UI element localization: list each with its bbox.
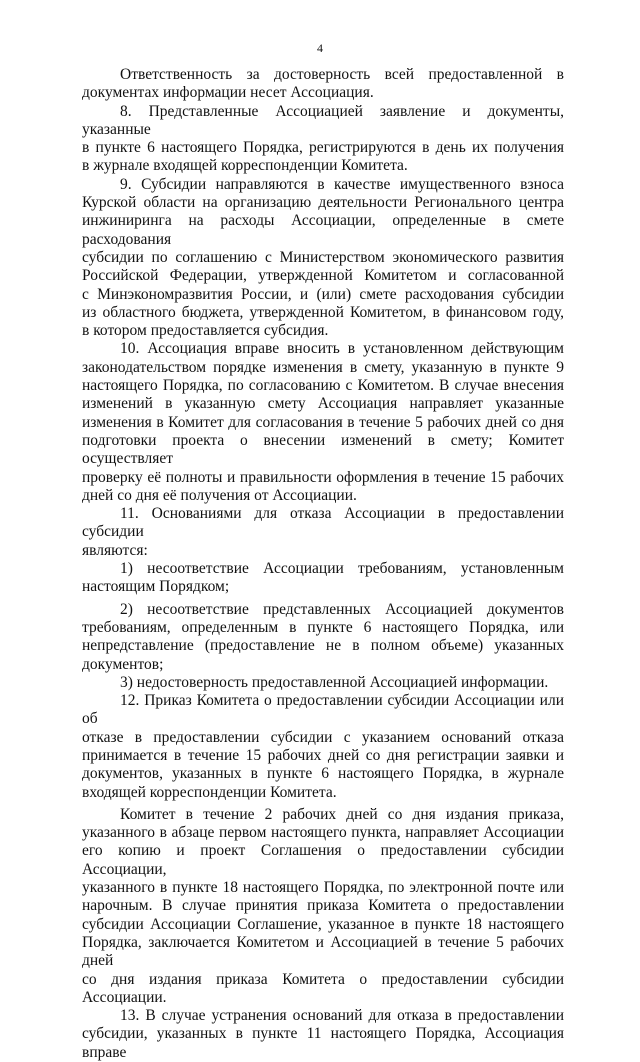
text-line: входящей корреспонденции Комитета. [82, 783, 337, 801]
text-line: 8. Представленные Ассоциацией заявление и документы, указанные [82, 102, 564, 138]
text-line: со дня издания приказа Комитета о предоставлении субсидии Ассоциации. [82, 970, 564, 1006]
text-line: 2) несоответствие представленных Ассоциацией документов [120, 600, 564, 618]
text-line: Российской Федерации, утвержденной Комитетом и согласованной [82, 267, 564, 285]
text-line: документов; [82, 655, 164, 673]
text-line: 10. Ассоциация вправе вносить в установленном действующим [120, 340, 564, 358]
text-line: субсидии, указанных в пункте 11 настоящего Порядка, Ассоциация вправе [82, 1025, 564, 1061]
text-line: дней со дня её получения от Ассоциации. [82, 486, 357, 504]
text-line: Курской области на организацию деятельности Регионального центра [82, 194, 564, 212]
text-line: законодательством порядке изменения в смету, указанную в пункте 9 [82, 358, 564, 376]
text-line: принимается в течение 15 рабочих дней со дня регистрации заявки и [82, 746, 564, 764]
text-line: отказе в предоставлении субсидии с указанием оснований отказа [82, 728, 564, 746]
text-line: подготовки проекта о внесении изменений в смету; Комитет осуществляет [82, 431, 564, 468]
text-line: требованиям, определенным в пункте 6 настоящего Порядка, или [82, 618, 564, 636]
text-line: его копию и проект Соглашения о предоставлении субсидии Ассоциации, [82, 842, 564, 878]
text-line: 11. Основаниями для отказа Ассоциации в предоставлении субсидии [82, 505, 564, 541]
text-line: проверку её полноты и правильности оформления в течение 15 рабочих [82, 468, 564, 486]
text-line: в пункте 6 настоящего Порядка, регистрируются в день их получения [82, 139, 564, 157]
text-line: в котором предоставляется субсидия. [82, 322, 329, 340]
text-line: 13. В случае устранения оснований для отказа в предоставлении [120, 1007, 564, 1025]
text-line: субсидии Ассоциации Соглашение, указанное в пункте 18 настоящего [82, 915, 564, 933]
text-line: 12. Приказ Комитета о предоставлении субсидии Ассоциации или об [82, 692, 564, 728]
text-line: в журнале входящей корреспонденции Комитета. [82, 157, 408, 175]
text-line: Порядка, заключается Комитетом и Ассоциацией в течение 5 рабочих дней [82, 933, 564, 970]
text-line: документах информации несет Ассоциация. [82, 84, 374, 102]
text-line: Ответственность за достоверность всей предоставленной в [120, 66, 564, 83]
document-body [82, 66, 564, 1062]
text-line: непредставление (предоставление не в полном объеме) указанных [82, 637, 564, 655]
text-line: субсидии по соглашению с Министерством экономического развития [82, 248, 564, 266]
text-line: документов, указанных в пункте 6 настоящего Порядка, в журнале [82, 765, 564, 783]
text-line: из областного бюджета, утвержденной Комитетом, в финансовом году, [82, 303, 564, 321]
text-line: Комитет в течение 2 рабочих дней со дня издания приказа, [120, 805, 564, 823]
text-line: указанного в пункте 18 настоящего Порядка, по электронной почте или [82, 879, 564, 897]
text-line: настоящего Порядка, по согласованию с Комитетом. В случае внесения [82, 377, 564, 395]
text-line: нарочным. В случае принятия приказа Комитета о предоставлении [82, 897, 564, 915]
text-line: с Минэкономразвития России, и (или) смете расходования субсидии [82, 285, 564, 303]
text-line: инжиниринга на расходы Ассоциации, определенные в смете расходования [82, 212, 564, 248]
text-line: изменений в указанную смету Ассоциация направляет указанные [82, 395, 564, 413]
page-number: 4 [317, 41, 323, 55]
text-line: изменения в Комитет для согласования в течение 5 рабочих дней со дня [82, 413, 564, 431]
text-line: указанного в абзаце первом настоящего пункта, направляет Ассоциации [82, 824, 564, 842]
text-line: 3) недостоверность предоставленной Ассоциацией информации. [120, 673, 549, 691]
text-line: 9. Субсидии направляются в качестве имущественного взноса [120, 175, 564, 193]
text-line: 1) несоответствие Ассоциации требованиям, установленным [120, 560, 564, 578]
text-line: являются: [82, 541, 148, 559]
text-line: настоящим Порядком; [82, 578, 230, 596]
